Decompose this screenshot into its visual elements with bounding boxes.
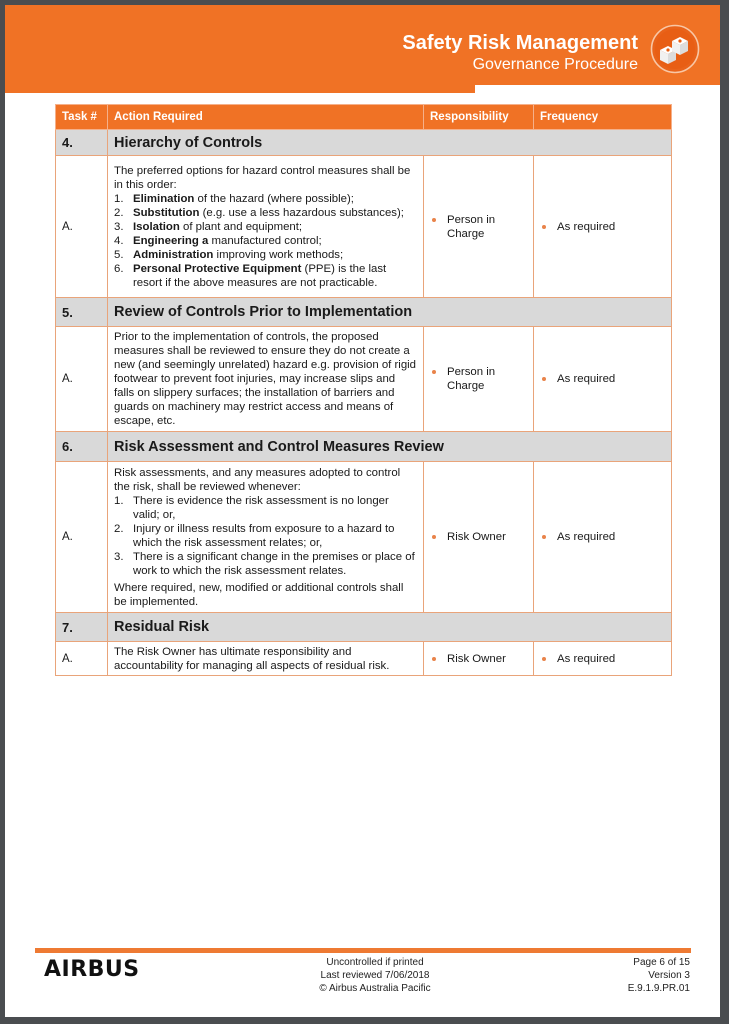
frequency-bullet [540, 220, 665, 234]
action-list [114, 192, 417, 290]
list-number: 3. [114, 550, 124, 563]
document-page [5, 5, 720, 1017]
table-row [56, 156, 672, 298]
task-id: A. [56, 327, 108, 432]
responsibility-text: Risk Owner [447, 652, 506, 665]
frequency-cell [534, 642, 672, 676]
table-row [56, 462, 672, 613]
responsibility-cell [424, 327, 534, 432]
frequency-cell [534, 156, 672, 298]
column-header-frequency: Frequency [534, 105, 672, 130]
list-item-text: (PPE) is the last resort if the above measures are not practicable. [133, 262, 387, 289]
procedure-table [55, 104, 672, 676]
action-list-item [114, 550, 417, 578]
list-item-term: Substitution [133, 206, 200, 219]
table-body [56, 130, 672, 676]
list-number: 2. [114, 522, 124, 535]
list-item-text: of the hazard (where possible); [194, 192, 354, 205]
task-id: A. [56, 462, 108, 613]
action-outro: Where required, new, modified or additional controls shall be implemented. [114, 581, 404, 608]
list-number: 5. [114, 248, 124, 261]
action-list-item [114, 262, 417, 290]
action-intro: The Risk Owner has ultimate responsibility and accountability for managing all aspects of residual risk. [114, 645, 390, 672]
section-row [56, 432, 672, 462]
footer-page-info [628, 956, 690, 995]
table-row [56, 327, 672, 432]
dice-cubes-icon [650, 24, 700, 74]
frequency-bullet [540, 652, 665, 666]
footer-document-notes [255, 956, 495, 995]
section-row [56, 298, 672, 327]
list-item-text: (e.g. use a less hazardous substances); [199, 206, 404, 219]
column-header-responsibility: Responsibility [424, 105, 534, 130]
list-item-text: Injury or illness results from exposure to a hazard to which the risk assessment relates; or, [133, 522, 395, 549]
list-item-term: Administration [133, 248, 214, 261]
action-required [108, 327, 424, 432]
table-header-row [56, 105, 672, 130]
action-required [108, 156, 424, 298]
responsibility-bullet [430, 213, 527, 241]
section-title: Risk Assessment and Control Measures Review [108, 432, 672, 462]
frequency-text: As required [557, 220, 616, 233]
column-header-task: Task # [56, 105, 108, 130]
list-item-text: manufactured control; [208, 234, 322, 247]
action-required [108, 462, 424, 613]
action-list [114, 494, 417, 578]
frequency-text: As required [557, 652, 616, 665]
bullet-icon [432, 370, 436, 374]
action-list-item [114, 220, 417, 234]
list-number: 1. [114, 192, 124, 205]
section-title: Residual Risk [108, 613, 672, 642]
bullet-icon [542, 377, 546, 381]
section-title: Review of Controls Prior to Implementation [108, 298, 672, 327]
section-number: 6. [56, 432, 108, 462]
footer-page-number: Page 6 of 15 [633, 957, 690, 968]
list-number: 1. [114, 494, 124, 507]
bullet-icon [542, 535, 546, 539]
bullet-icon [432, 657, 436, 661]
bullet-icon [432, 218, 436, 222]
responsibility-cell [424, 642, 534, 676]
section-row [56, 613, 672, 642]
bullet-icon [542, 657, 546, 661]
action-intro: Prior to the implementation of controls, the proposed measures shall be reviewed to ensure they do not create a new (and seemingly unrelated) hazard e.g. provision of rigid footwear to prevent foot injuries, may increase slips and falls on slippery surfaces; the installation of barriers and guards on machinery may restrict access and means of escape, etc. [114, 331, 417, 427]
action-list-item [114, 522, 417, 550]
list-number: 6. [114, 262, 124, 275]
action-list-item [114, 494, 417, 522]
task-id: A. [56, 156, 108, 298]
list-number: 4. [114, 234, 124, 247]
table-row [56, 642, 672, 676]
footer-copyright: © Airbus Australia Pacific [319, 983, 431, 994]
footer-version: Version 3 [648, 970, 690, 981]
responsibility-cell [424, 156, 534, 298]
frequency-bullet [540, 530, 665, 544]
footer-uncontrolled: Uncontrolled if printed [326, 957, 424, 968]
action-intro: The preferred options for hazard control measures shall be in this order: [114, 164, 411, 191]
list-item-text: There is evidence the risk assessment is no longer valid; or, [133, 494, 389, 521]
list-item-term: Elimination [133, 192, 195, 205]
bullet-icon [542, 225, 546, 229]
responsibility-text: Risk Owner [447, 531, 506, 543]
list-item-text: of plant and equipment; [179, 220, 303, 233]
section-number: 7. [56, 613, 108, 642]
frequency-bullet [540, 372, 665, 386]
responsibility-bullet [430, 652, 527, 666]
list-item-text: improving work methods; [213, 248, 344, 261]
section-number: 4. [56, 130, 108, 156]
responsibility-bullet [430, 530, 527, 544]
section-row [56, 130, 672, 156]
airbus-logo: AIRBUS [44, 957, 140, 982]
bullet-icon [432, 535, 436, 539]
frequency-text: As required [557, 531, 616, 543]
responsibility-cell [424, 462, 534, 613]
column-header-action: Action Required [108, 105, 424, 130]
responsibility-bullet [430, 365, 527, 393]
list-number: 2. [114, 206, 124, 219]
document-subtitle: Governance Procedure [472, 56, 638, 73]
footer-document-id: E.9.1.9.PR.01 [627, 983, 690, 994]
list-item-term: Engineering a [133, 234, 209, 247]
action-list-item [114, 192, 417, 206]
footer-divider [35, 948, 691, 953]
responsibility-text: Person in Charge [447, 366, 496, 392]
document-title: Safety Risk Management [402, 32, 638, 54]
list-item-term: Isolation [133, 220, 180, 233]
footer-last-reviewed: Last reviewed 7/06/2018 [320, 970, 430, 981]
frequency-cell [534, 327, 672, 432]
action-required [108, 642, 424, 676]
action-list-item [114, 234, 417, 248]
action-list-item [114, 248, 417, 262]
frequency-text: As required [557, 373, 616, 385]
frequency-cell [534, 462, 672, 613]
list-item-term: Personal Protective Equipment [133, 262, 302, 275]
responsibility-text: Person in Charge [447, 213, 496, 240]
action-list-item [114, 206, 417, 220]
list-item-text: There is a significant change in the premises or place of work to which the risk assessment relates. [133, 550, 415, 577]
task-id: A. [56, 642, 108, 676]
list-number: 3. [114, 220, 124, 233]
section-number: 5. [56, 298, 108, 327]
section-title: Hierarchy of Controls [108, 130, 672, 156]
action-intro: Risk assessments, and any measures adopted to control the risk, shall be reviewed whenever: [114, 466, 401, 493]
